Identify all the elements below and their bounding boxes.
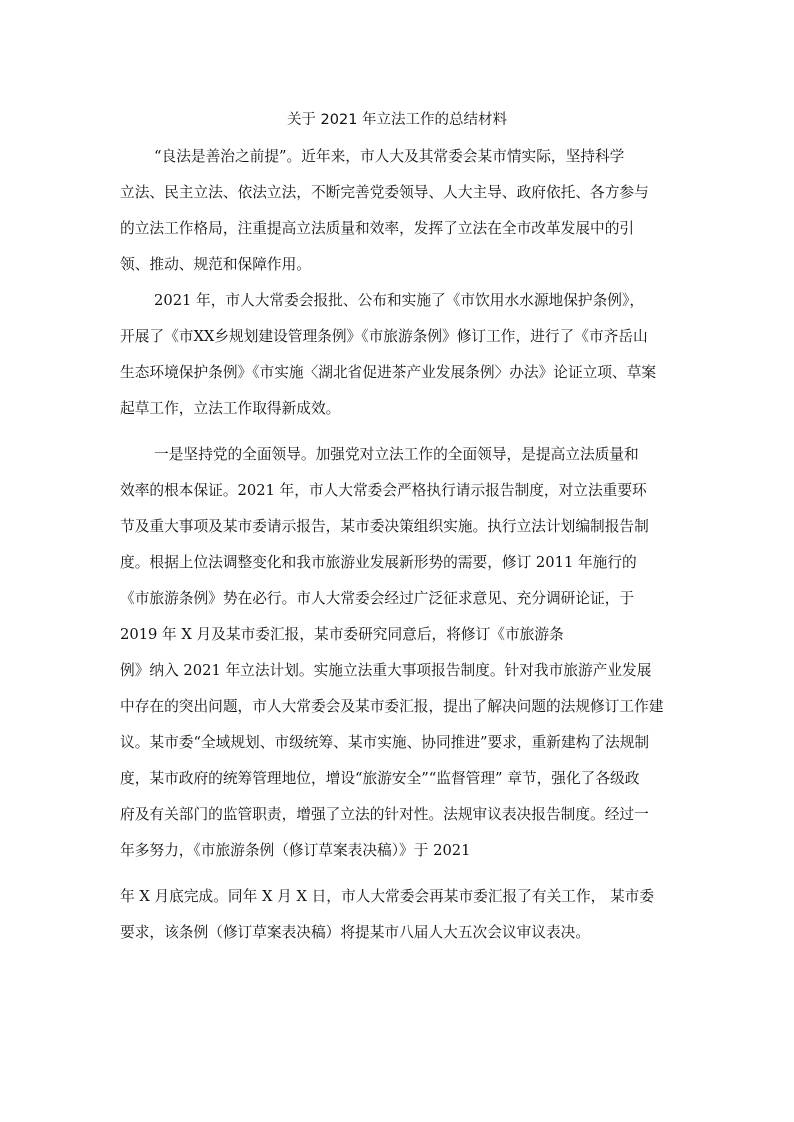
text-line: 领、推动、规范和保障作用。	[120, 256, 311, 273]
text-line: 例》纳入 2021 年立法计划。实施立法重大事项报告制度。针对我市旅游产业发展	[120, 662, 652, 679]
text-line: 年 X 月底完成。同年 X 月 X 日，市人大常委会再某市委汇报了有关工作， 某市委	[120, 888, 655, 905]
text-line: 一是坚持党的全面领导。加强党对立法工作的全面领导，是提高立法质量和	[154, 446, 639, 463]
text-line: 效率的根本保证。2021 年，市人大常委会严格执行请示报告制度，对立法重要环	[120, 482, 647, 499]
text-line: 起草工作，立法工作取得新成效。	[120, 400, 341, 417]
text-line: 《市旅游条例》势在必行。市人大常委会经过广泛征求意见、充分调研论证，于	[120, 590, 635, 607]
text-line: 2021 年，市人大常委会报批、公布和实施了《市饮用水水源地保护条例》，	[154, 292, 645, 309]
text-line: 议。某市委“全域规划、市级统筹、某市实施、协同推进”要求，重新建构了法规制	[120, 734, 650, 751]
text-line: 度，某市政府的统筹管理地位，增设“旅游安全”“监督管理” 章节，强化了各级政	[120, 770, 640, 787]
text-line: 开展了《市XX乡规划建设管理条例》《市旅游条例》修订工作，进行了《市齐岳山	[120, 328, 648, 345]
text-line: 府及有关部门的监管职责，增强了立法的针对性。法规审议表决报告制度。经过一	[120, 806, 649, 823]
text-line: “良法是善治之前提”。近年来，市人大及其常委会某市情实际，坚持科学	[154, 148, 625, 165]
text-line: 的立法工作格局，注重提高立法质量和效率，发挥了立法在全市改革发展中的引	[120, 220, 635, 237]
document-title: 关于 2021 年立法工作的总结材料	[286, 112, 508, 128]
text-line: 中存在的突出问题，市人大常委会及某市委汇报，提出了解决问题的法规修订工作建	[120, 698, 664, 715]
text-line: 年多努力，《市旅游条例（修订草案表决稿）》于 2021	[120, 842, 471, 859]
text-line: 度。根据上位法调整变化和我市旅游业发展新形势的需要，修订 2011 年施行的	[120, 554, 637, 571]
text-line: 立法、民主立法、依法立法，不断完善党委领导、人大主导、政府依托、各方参与	[120, 184, 649, 201]
text-line: 生态环境保护条例》《市实施〈湖北省促进茶产业发展条例〉办法》论证立项、草案	[120, 364, 657, 381]
text-line: 2019 年 X 月及某市委汇报，某市委研究同意后，将修订《市旅游条	[120, 626, 564, 643]
text-line: 要求，该条例（修订草案表决稿）将提某市八届人大五次会议审议表决。	[120, 924, 591, 941]
text-line: 节及重大事项及某市委请示报告，某市委决策组织实施。执行立法计划编制报告制	[120, 518, 649, 535]
